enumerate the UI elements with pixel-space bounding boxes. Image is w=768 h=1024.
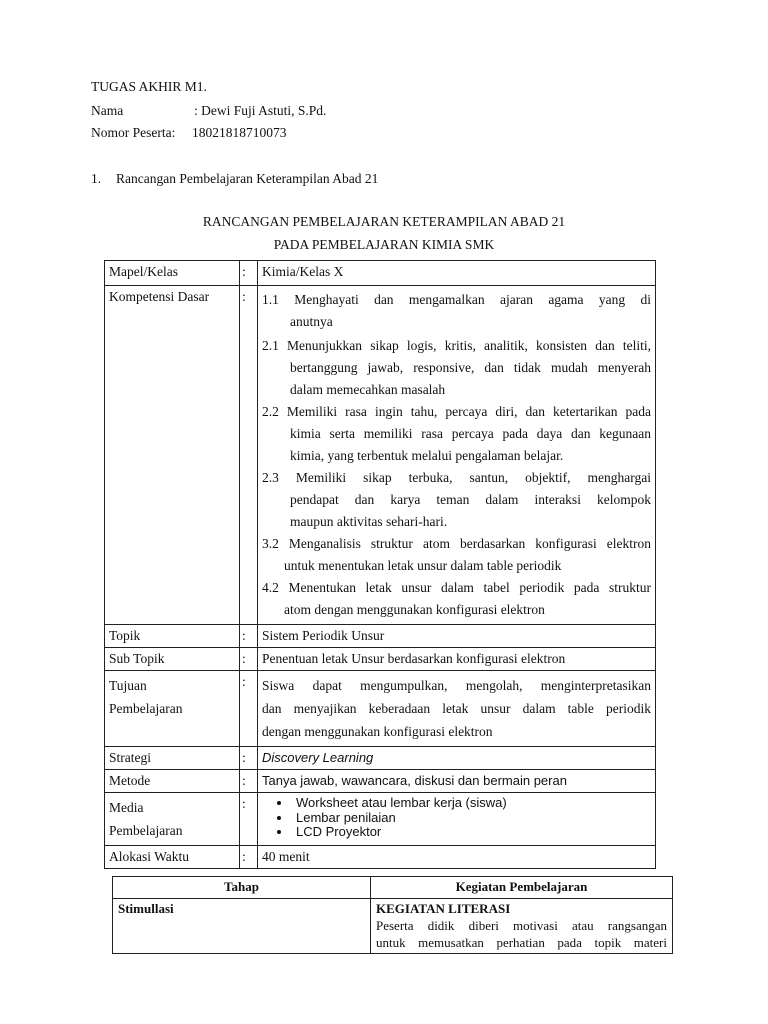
tujuan-label [105,671,240,747]
topik-label: Topik [105,625,240,648]
colon: : [240,671,258,747]
table-row [105,648,656,671]
name-label: Nama [91,103,124,118]
kd-item-3-cont: kimia, yang terbentuk melalui pengalaman belajar. [290,448,564,463]
list-item: • LCD Proyektor [292,825,651,840]
list-item: • Lembar penilaian [292,811,651,826]
tujuan-line-1: Siswa dapat mengumpulkan, mengolah, menginterpretasikan [262,678,651,693]
section-heading: Rancangan Pembelajaran Keterampilan Abad 21 [116,171,379,186]
table-row [113,899,673,954]
strategi-label: Strategi [105,747,240,770]
colon: : [240,846,258,869]
colon: : [240,286,258,625]
table-row [105,286,656,625]
colon: : [240,770,258,793]
media-label [105,793,240,846]
assignment-title: TUGAS AKHIR M1. [91,79,207,94]
activity-table [112,876,673,954]
table-row [105,261,656,286]
kd-item-2-cont: bertanggung jawab, responsive, dan tidak mudah menyerah [290,360,651,375]
tujuan-value [258,671,656,747]
kd-item-1: 1.1 Menghayati dan mengamalkan ajaran agama yang di [262,292,651,307]
kegiatan-header: Kegiatan Pembelajaran [371,877,673,899]
participant-number-label: Nomor Peserta: [91,125,176,140]
participant-number-value: 18021818710073 [192,125,287,140]
tujuan-label-line-1: Tujuan [109,678,147,693]
colon: : [240,625,258,648]
colon: : [240,261,258,286]
kd-label: Kompetensi Dasar [105,286,240,625]
kd-item-4-cont: pendapat dan karya teman dalam interaksi kelompok [290,492,651,507]
mapel-value: Kimia/Kelas X [258,261,656,286]
metode-label: Metode [105,770,240,793]
kd-item-3-cont: kimia serta memiliki rasa percaya pada daya dan kegunaan [290,426,651,441]
kd-item-2: 2.1 Menunjukkan sikap logis, kritis, analitik, konsisten dan teliti, [262,338,651,353]
subtopik-label: Sub Topik [105,648,240,671]
kegiatan-cell [371,899,673,954]
media-value [258,793,656,846]
kegiatan-heading: KEGIATAN LITERASI [376,901,511,916]
table-row [105,793,656,846]
kegiatan-line-1: Peserta didik diberi motivasi atau rangsangan [376,918,667,933]
list-item: • Worksheet atau lembar kerja (siswa) [292,796,651,811]
tujuan-line-2: dan menyajikan keberadaan letak unsur dalam table periodik [262,701,651,716]
document-title-line-1: RANCANGAN PEMBELAJARAN KETERAMPILAN ABAD 21 [202,214,566,229]
tahap-header: Tahap [113,877,371,899]
lesson-plan-table [104,260,656,869]
kd-item-5-cont: untuk menentukan letak unsur dalam table periodik [284,558,562,573]
kd-item-6: 4.2 Menentukan letak unsur dalam tabel periodik pada struktur [262,580,651,595]
metode-value: Tanya jawab, wawancara, diskusi dan bermain peran [258,770,656,793]
kd-list [258,286,656,625]
subtopik-value: Penentuan letak Unsur berdasarkan konfigurasi elektron [258,648,656,671]
colon: : [240,648,258,671]
alokasi-label: Alokasi Waktu [105,846,240,869]
tahap-stimulasi: Stimullasi [113,899,371,954]
media-list [262,796,651,840]
kd-item-4: 2.3 Memiliki sikap terbuka, santun, objektif, menghargai [262,470,651,485]
kd-item-1-cont: anutnya [290,314,333,329]
kd-item-5: 3.2 Menganalisis struktur atom berdasarkan konfigurasi elektron [262,536,651,551]
tujuan-line-3: dengan menggunakan konfigurasi elektron [262,724,493,739]
name-value: : Dewi Fuji Astuti, S.Pd. [194,103,327,118]
topik-value: Sistem Periodik Unsur [258,625,656,648]
media-label-line-1: Media [109,800,144,815]
table-row [105,625,656,648]
mapel-label: Mapel/Kelas [105,261,240,286]
kd-item-4-cont: maupun aktivitas sehari-hari. [290,514,448,529]
section-number: 1. [91,171,102,186]
table-row [105,747,656,770]
kd-item-6-cont: atom dengan menggunakan konfigurasi elektron [284,602,545,617]
table-row [105,846,656,869]
kd-item-3: 2.2 Memiliki rasa ingin tahu, percaya diri, dan ketertarikan pada [262,404,651,419]
alokasi-value: 40 menit [258,846,656,869]
strategi-value: Discovery Learning [258,747,656,770]
document-title-line-2: PADA PEMBELAJARAN KIMIA SMK [273,237,495,252]
colon: : [240,793,258,846]
table-row [105,770,656,793]
table-row [105,671,656,747]
kd-item-2-cont: dalam memecahkan masalah [290,382,446,397]
tujuan-label-line-2: Pembelajaran [109,701,183,716]
table-header-row [113,877,673,899]
colon: : [240,747,258,770]
kegiatan-line-2: untuk memusatkan perhatian pada topik materi [376,935,667,950]
media-label-line-2: Pembelajaran [109,823,183,838]
